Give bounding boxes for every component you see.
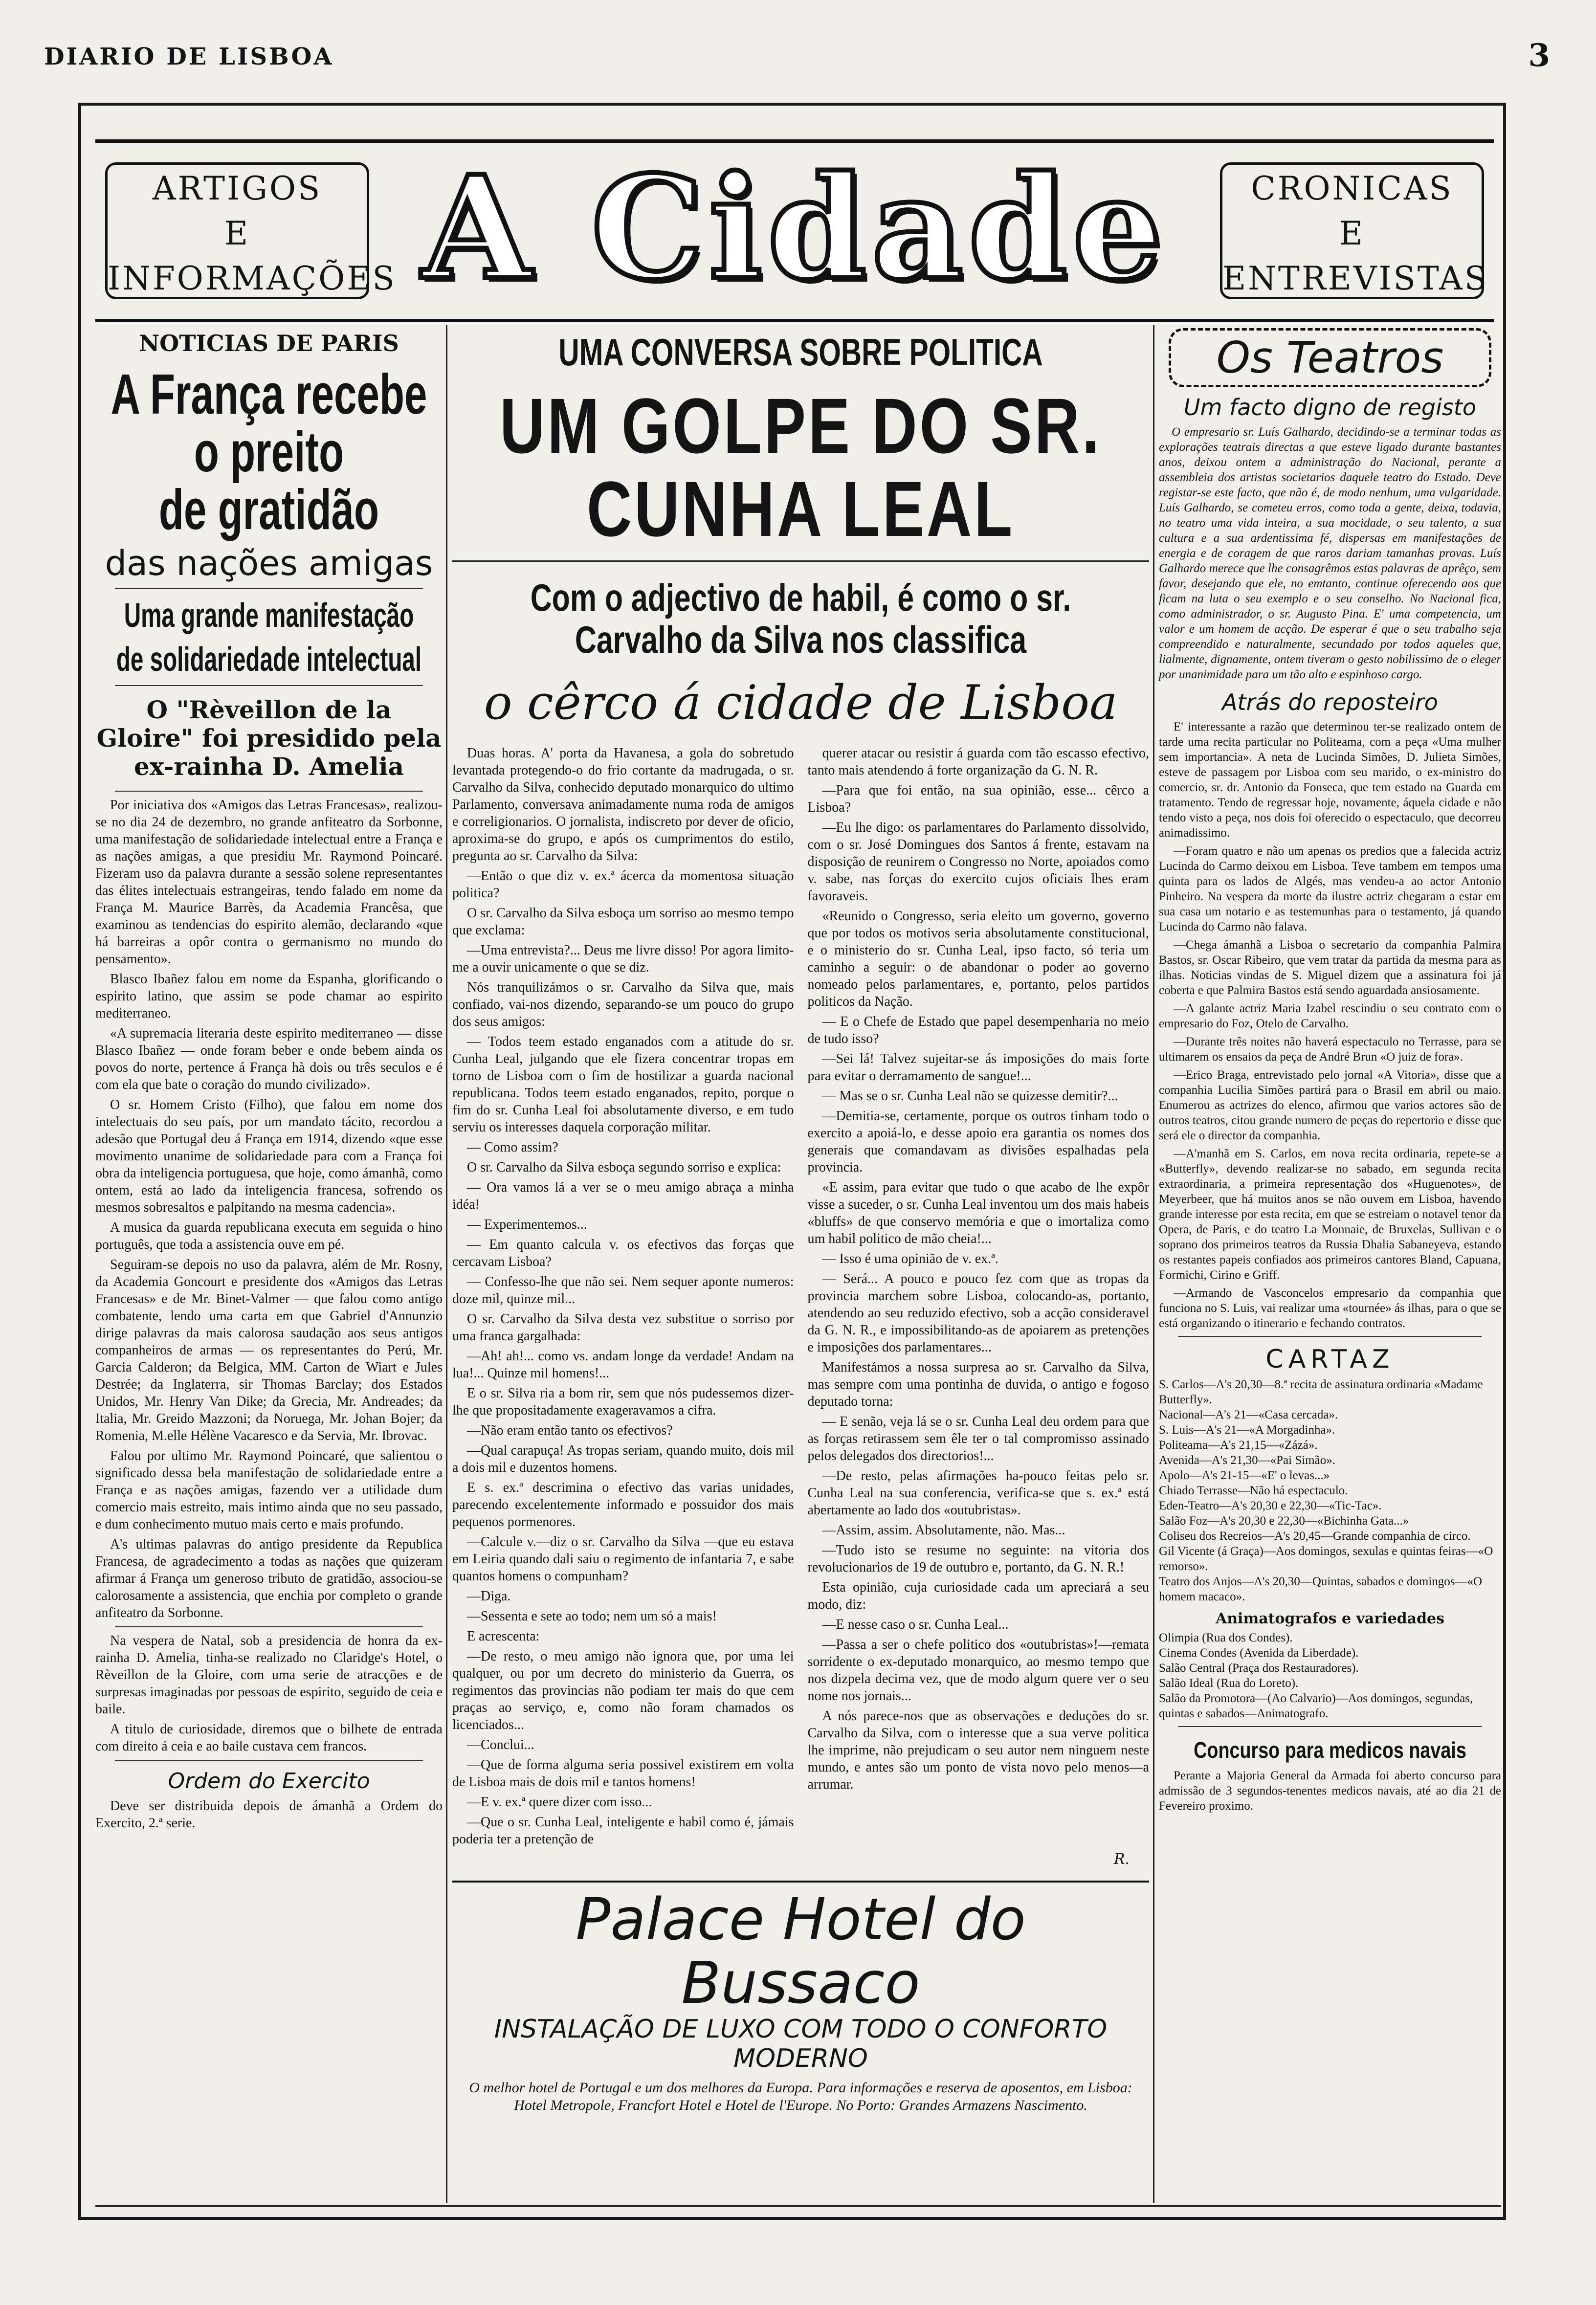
listing-item: Salão Ideal (Rua do Loreto).: [1159, 1677, 1299, 1690]
masthead-right-line: CRONICAS: [1251, 170, 1453, 207]
listing-item: Cinema Condes (Avenida da Liberdade).: [1159, 1646, 1359, 1660]
interview-paragraph: O sr. Carvalho da Silva esboça um sorriso ao mesmo tempo que exclama:: [452, 906, 794, 938]
listing-item: Politeama—A's 21,15—«Zázá».: [1159, 1439, 1318, 1452]
subheadline-italic: o cêrco á cidade de Lisboa: [484, 675, 1118, 730]
interview-paragraph: —Eu lhe digo: os parlamentares do Parlamento dissolvido, com o sr. José Domingues dos Santos á frente, estavam na disposição de reunirem o Congresso no Norte, apoiados como v. sabe, nas forças do exercito cujos oficiais lhes eram favoraveis.: [807, 820, 1149, 904]
article-paragraph: E' interessante a razão que determinou ter-se realizado ontem de tarde uma recita particular no Politeama, com a peça «Uma mulher sem importancia». A neta de Lucinda Simões, D. Julieta Simões, esteve de passagem por Lisboa com seu marido, o ex-ministro do comercio, sr. dr. Antonio da Fonseca, que tem estado na Guarda em tratamento. Tendo de regressar hoje, novamente, áquela cidade e não tendo visto a peça, nos dois foi oferecido o espectaculo, que decorreu animadissimo.: [1159, 720, 1501, 840]
interview-paragraph: —Diga.: [467, 1589, 511, 1604]
interview-paragraph: —Tudo isto se resume no seguinte: na vitoria dos revolucionarios de 19 de outubro e, portanto, da G. N. R.!: [807, 1543, 1149, 1575]
interview-left: [452, 745, 794, 1851]
listing-item: Salão da Promotora—(Ao Calvario)—Aos domingos, segundas, quintas e sabados—Animatografo.: [1159, 1692, 1473, 1720]
interview-paragraph: «E assim, para evitar que tudo o que acabo de lhe expôr visse a suceder, o sr. Cunha Leal inventou um dos mais habeis «bluffs» de que conservo memória e que o imortaliza como um habil politico de mão cheia!...: [807, 1180, 1149, 1246]
article-heading: O "Rèveillon de la Gloire" foi presidido pela ex-rainha D. Amelia: [96, 695, 442, 781]
interview-paragraph: —Qual carapuça! As tropas seriam, quando muito, dois mil a dois mil e duzentos homens.: [452, 1443, 794, 1475]
interview-paragraph: — Em quanto calcula v. os efectivos das forças que cercavam Lisboa?: [452, 1237, 794, 1269]
article-paragraph: Por iniciativa dos «Amigos das Letras Francesas», realizou-se no dia 24 de dezembro, no grande anfiteatro da Sorbonne, uma manifestação de solidariedade intelectual entre a França e as nações amigas, a que presidiu Mr. Raymond Poincaré. Fizeram uso da palavra durante a sessão solene representantes das élites intelectuais estrangeiras, tendo falado em nome da França M. Maurice Barrès, da Academia Francêsa, que examinou as tendencias do espirito alemão, declarando «que há barreiras a opôr contra o germanismo no mundo do pensamento».: [95, 798, 443, 967]
column-rule: [446, 325, 447, 2203]
interview-paragraph: Esta opinião, cuja curiosidade cada um apreciará a seu modo, diz:: [807, 1580, 1149, 1612]
interview-paragraph: O sr. Carvalho da Silva esboça segundo sorriso e explica:: [467, 1160, 781, 1175]
interview-paragraph: E s. ex.ª descrimina o efectivo das varias unidades, parecendo excelentemente informado e possuidor dos mais pequenos pormenores.: [452, 1480, 794, 1529]
interview-paragraph: —Ah! ah!... como vs. andam longe da verdade! Andam na lua!... Quinze mil homens!...: [452, 1349, 794, 1381]
interview-paragraph: — Será... A pouco e pouco fez com que as tropas da provincia marchem sobre Lisboa, colocando-as, portanto, atendendo ao seu reduzido efectivo, sob a acção consideravel da G. N. R., e impossibilitando-as de apoiarem as pretenções e imposições dos parlamentares...: [807, 1271, 1149, 1355]
column-kicker: NOTICIAS DE PARIS: [139, 330, 399, 356]
column-paris-news: [95, 325, 443, 1835]
masthead-left-line: E: [224, 215, 250, 252]
interview-paragraph: —Então o que diz v. ex.ª ácerca da momentosa situação politica?: [452, 868, 794, 901]
listing-item: Eden-Teatro—A's 20,30 e 22,30—«Tic-Tac».: [1159, 1499, 1382, 1512]
listing-item: S. Carlos—A's 20,30—8.ª recita de assinatura ordinaria «Madame Butterfly».: [1159, 1378, 1483, 1406]
interview-paragraph: — Mas se o sr. Cunha Leal não se quizesse demitir?...: [822, 1088, 1118, 1104]
interview-body: [452, 745, 1149, 1851]
ad-body: O melhor hotel de Portugal e um dos melhores da Europa. Para informações e reserva de aposentos, em Lisboa: Hotel Metropole, Francfort Hotel e Hotel de l'Europe. No Porto: Grandes Armazens Nascimento.: [469, 2080, 1132, 2113]
notice-text: Deve ser distribuida depois de ámanhã a Ordem do Exercito, 2.ª serie.: [95, 1798, 443, 1831]
hotel-advertisement: [452, 1881, 1149, 2114]
masthead-left-line: INFORMAÇÕES: [108, 260, 397, 297]
article-heading: Um facto digno de registo: [1183, 394, 1477, 421]
article-paragraph: A musica da guarda republicana executa em seguida o hino português, que toda a assistencia ouve em pé.: [95, 1220, 443, 1252]
article-paragraph: «A supremacia literaria deste espirito mediterraneo — disse Blasco Ibañez — onde foram beber e onde bebem ainda os povos do norte, pertence á França hà dois ou três seculos e é com ela que bate o coração do mundo civilizado».: [95, 1026, 443, 1092]
interview-paragraph: — Ora vamos lá a ver se o meu amigo abraça a minha idéa!: [452, 1180, 794, 1212]
article-paragraph: A's ultimas palavras do antigo presidente da Republica Francesa, de agradecimento a todas as nações que quizeram afirmar á França um generoso tributo de gratidão, associou-se calorosamente a assistencia, que enchia por completo o grande anfiteatro da Sorbonne.: [95, 1537, 443, 1620]
interview-paragraph: — Todos teem estado enganados com a atitude do sr. Cunha Leal, julgando que ele fizera concentrar tropas em torno de Lisboa com o fim de hostilizar a guarda nacional republicana. Todos teem estado enganados, repito, porque o fim do sr. Cunha Leal foi absolutamente diverso, e em tudo serviu os interesses daquela corporação militar.: [452, 1034, 794, 1135]
interview-paragraph: — E senão, veja lá se o sr. Cunha Leal deu ordem para que as forças retirassem sem êle ter o tal compromisso assinado pelos delegados dos directorios!...: [807, 1414, 1149, 1463]
listing-item: Coliseu dos Recreios—A's 20,45—Grande companhia de circo.: [1159, 1529, 1471, 1543]
article-paragraph: A titulo de curiosidade, diremos que o bilhete de entrada com direito á ceia e ao baile custava cem francos.: [95, 1722, 443, 1754]
notice-text: Perante a Majoria General da Armada foi aberto concurso para admissão de 3 segundos-tenentes medicos navais, até ao dia 21 de Fevereiro proximo.: [1159, 1769, 1501, 1813]
divider: [1178, 1726, 1482, 1727]
divider: [115, 685, 423, 686]
listing-item: Olimpia (Rua dos Condes).: [1159, 1631, 1293, 1644]
headline: UM GOLPE DO SR. CUNHA LEAL: [499, 382, 1102, 553]
interview-paragraph: —Demitia-se, certamente, porque os outros tinham todo o exercito a apoiá-lo, e desse apoio era garantia os nomes dos generais que comandavam as divisões espalhadas pela provincia.: [807, 1108, 1149, 1175]
interview-paragraph: —Uma entrevista?... Deus me livre disso! Por agora limito-me a ouvir unicamente o que se diz.: [452, 943, 794, 975]
interview-paragraph: —Passa a ser o chefe politico dos «outubristas»!—remata sorridente o ex-deputado monarquico, ao mesmo tempo que nos dizpela decima vez, que de modo algum quere ver o seu nome nos jornais...: [807, 1637, 1149, 1704]
masthead-right-line: E: [1339, 215, 1365, 252]
article-paragraph: —Durante três noites não haverá espectaculo no Terrasse, para se ultimarem os ensaios da peça de André Brun «O juiz de fora».: [1159, 1035, 1501, 1064]
interview-paragraph: — E o Chefe de Estado que papel desempenharia no meio de tudo isso?: [807, 1014, 1149, 1046]
interview-paragraph: —De resto, o meu amigo não ignora que, por uma lei qualquer, ou por um decreto do ministerio da Guerra, os regimentos das provincias não podiam ter mais do que cem praças ao serviço, e, como não foram chamados os licenciados...: [452, 1649, 794, 1732]
interview-paragraph: —Que de forma alguma seria possivel existirem em volta de Lisboa mais de dois mil e tantos homens!: [452, 1757, 794, 1790]
interview-paragraph: —Calcule v.—diz o sr. Carvalho da Silva —que eu estava em Leiria quando dali saiu o regimento de infantaria 7, e sabe quantos homens o compunham?: [452, 1534, 794, 1584]
interview-paragraph: «Reunido o Congresso, seria eleito um governo, governo que por todos os motivos seria absolutamente constitucional, e o ministerio do sr. Cunha Leal, ipso facto, só teria um caminho a seguir: o de abandonar o poder ao governo nomeado pelos parlamentares, e, portanto, pelos partidos politicos da Nação.: [807, 909, 1149, 1009]
subheadline: de solidariedade intelectual: [116, 640, 422, 678]
listing-item: Chiado Terrasse—Não há espectaculo.: [1159, 1484, 1348, 1497]
interview-paragraph: —Para que foi então, na sua opinião, esse... cêrco a Lisboa?: [807, 783, 1149, 815]
interview-paragraph: —E v. ex.ª quere dizer com isso...: [467, 1795, 652, 1810]
interview-paragraph: —Conclui...: [467, 1737, 534, 1752]
listing-item: Avenida—A's 21,30—«Pai Simão».: [1159, 1454, 1335, 1467]
interview-paragraph: Duas horas. A' porta da Havanesa, a gola do sobretudo levantada protegendo-o do frio cortante da madrugada, o sr. Carvalho da Silva, conhecido deputado monarquico do ultimo Parlamento, conversava animadamente numa roda de amigos e correligionarios. O jornalista, indiscreto por dever de oficio, aproxima-se do grupo, e após os cumprimentos do estilo, pregunta ao sr. Carvalho da Silva:: [452, 746, 794, 864]
listing-item: Salão Central (Praça dos Restauradores).: [1159, 1662, 1359, 1675]
interview-paragraph: —Sessenta e sete ao todo; nem um só a mais!: [467, 1609, 717, 1624]
listings-heading: CARTAZ: [1265, 1345, 1395, 1374]
headline: de gratidão: [158, 478, 379, 541]
article-paragraph: Seguiram-se depois no uso da palavra, além de Mr. Rosny, da Academia Goncourt e presidente dos «Amigos das Letras Francesas» e de Mr. Binet-Valmer — que falou como antigo combatente, lendo uma carta em que Gabriel d'Annunzio dirige palavras da mais calorosa saudação aos seus antigos companheiros de armas — os representantes do Perú, Mr. Garcia Calderon; da Belgica, MM. Carton de Wiart e Jules Destrée; da Inglaterra, sir Thomas Barclay; dos Estados Unidos, Mr. Henry Van Dike; da Grecia, Mr. Andreades; da Italia, Mr. Greido Mazzoni; da Noruega, Mr. Johan Bojer; da Romenia, M.elle Hélène Vacaresco e da Servia, Mr. Ibrovac.: [95, 1257, 443, 1443]
section-masthead: [95, 139, 1494, 322]
publication-name: DIARIO DE LISBOA: [44, 43, 334, 70]
section-box-title: Os Teatros: [1169, 328, 1491, 387]
page-header: [44, 37, 1552, 76]
interview-paragraph: E o sr. Silva ria a bom rir, sem que nós pudessemos dizer-lhe que propositadamente exageravamos a cifra.: [452, 1386, 794, 1418]
article-paragraph: —Erico Braga, entrevistado pelo jornal «A Vitoria», disse que a companhia Lucilia Simões partirá para o Brasil em abril ou maio. Enumerou as actrizes do elenco, afirmou que varios actores são de outros teatros, citou grande numero de peças do repertorio e disse que será ele o director da companhia.: [1159, 1068, 1501, 1142]
article-paragraph: —Chega ámanhã a Lisboa o secretario da companhia Palmira Bastos, sr. Oscar Ribeiro, que vem tratar da partida da mesma para as ilhas. Noticias vindas de S. Miguel dizem que a assinatura foi já coberta e que Palmira Bastos está sendo aguardada ansiosamente.: [1159, 938, 1501, 997]
article-paragraph: —A galante actriz Maria Izabel rescindiu o seu contrato com o empresario do Foz, Otelo de Carvalho.: [1159, 1002, 1501, 1030]
theatre-listings: [1159, 1377, 1501, 1604]
interview-paragraph: —De resto, pelas afirmações ha-pouco feitas pelo sr. Cunha Leal na sua conferencia, verifica-se que s. ex.ª está abertamente ao lado dos «outubristas».: [807, 1468, 1149, 1518]
notice-heading: Concurso para medicos navais: [1194, 1737, 1466, 1763]
interview-paragraph: —Sei lá! Talvez sujeitar-se ás imposições do mais forte para evitar o derramamento de sangue!...: [807, 1051, 1149, 1084]
divider: [1178, 1336, 1482, 1337]
interview-paragraph: — Experimentemos...: [467, 1217, 587, 1232]
interview-paragraph: — Isso é uma opinião de v. ex.ª.: [822, 1251, 998, 1266]
interview-paragraph: — Confesso-lhe que não sei. Nem sequer aponte numeros: doze mil, quinze mil...: [452, 1274, 794, 1307]
divider: [115, 1760, 423, 1761]
divider: [115, 1626, 423, 1627]
article-heading: Atrás do reposteiro: [1222, 689, 1438, 715]
article-paragraph: —A'manhã em S. Carlos, em nova recita ordinaria, repete-se a «Butterfly», devendo realizar-se no sabado, em segunda recita extraordinaria, a primeira representação dos «Huguenotes», de Meyerbeer, que há muitos anos se não ouvem em Lisboa, havendo grande interesse por esta recita, em que se estreiam o notavel tenor da Opera, de Paris, e do teatro La Monnaie, de Bruxelas, Sullivan e o soprano dos primeiros teatros da Russia Dhalia Sabaneyeva, estando os restantes papeis confiados aos primeiros cantores Bland, Capuana, Formichi, Cirino e Griff.: [1159, 1147, 1501, 1282]
interview-paragraph: —E nesse caso o sr. Cunha Leal...: [822, 1617, 1009, 1632]
headline-sub: das nações amigas: [105, 543, 433, 583]
listing-item: S. Luis—A's 21—«A Morgadinha».: [1159, 1423, 1335, 1437]
article-signature: R.: [1113, 1851, 1130, 1868]
interview-paragraph: Nós tranquilizámos o sr. Carvalho da Silva que, mais confiado, vai-nos dizendo, separando-se um pouco do grupo dos seus amigos:: [452, 980, 794, 1029]
interview-right: [808, 745, 1150, 1851]
ad-title: Palace Hotel do Bussaco: [576, 1885, 1026, 2017]
cinema-listings: [1159, 1630, 1501, 1721]
article-paragraph: —Foram quatro e não um apenas os predios que a falecida actriz Lucinda do Carmo deixou em Lisboa. Teve tambem em tempos uma quinta para os lados de Algés, mas vendeu-a ao actor Antonio Pinheiro. Na vespera da morte da ilustre actriz chegaram a estar em sua casa um notario e as testemunhas para o testamento, já quando Lucinda do Carmo não falava.: [1159, 844, 1501, 933]
listing-item: Nacional—A's 21—«Casa cercada».: [1159, 1408, 1338, 1421]
ad-subtitle: INSTALAÇÃO DE LUXO COM TODO O CONFORTO MODERNO: [494, 2015, 1108, 2073]
subheadline: Com o adjectivo de habil, é como o sr. Carvalho da Silva nos classifica: [530, 576, 1071, 661]
article-paragraph: O empresario sr. Luís Galhardo, decidindo-se a terminar todas as explorações teatrais directas a que esteve ligado durante bastantes anos, deixou ontem a administração do Nacional, perante a assembleia dos artistas societarios daquele teatro do Estado. Deve registar-se este facto, que não é, de modo nenhum, uma vulgaridade. Luís Galhardo, se cometeu erros, como toda a gente, deixa, todavia, no teatro uma vida inteira, a sua mocidade, o seu talento, a sua cultura e a sua ardentissima fé, dispersas em manifestações de energia e de coragem de que raros dariam tamanhas provas. Luís Galhardo merece que lhe consagrêmos estas palavras de aprêço, sem favor, desejando que ele, no emtanto, continue oferecendo aos que ficam na luta o seu exemplo e o seu conselho. No Nacional fica, como administrador, o sr. Augusto Pina. E' uma competencia, um valor e um homem de acção. De esperar é que o seu trabalho seja compreendido e naturalmente, secundado por todos aqueles que, lialmente, dignamente, ontem tiveram o gesto nobilissimo de o eleger por unanimidade para um tão alto e espinhoso cargo.: [1159, 425, 1501, 681]
divider: [115, 791, 423, 792]
listing-item: Teatro dos Anjos—A's 20,30—Quintas, sabados e domingos—«O homem macaco».: [1159, 1575, 1483, 1603]
divider: [452, 560, 1149, 562]
section-title: A Cidade: [421, 145, 1168, 311]
article-paragraph: Falou por ultimo Mr. Raymond Poincaré, que salientou o significado dessa bela manifestação de solidariedade entre a França e as nações amigas, fazendo ver a utilidade dum comercio mais estreito, mais intimo ainda que no seu passado, e dum conhecimento mutuo mais certo e mais profundo.: [95, 1448, 443, 1532]
interview-paragraph: querer atacar ou resistir á guarda com tão escasso efectivo, tanto mais atendendo á forte organização da G. N. R.: [807, 746, 1149, 778]
headline: A França recebe o preito: [111, 362, 427, 484]
interview-paragraph: —Que o sr. Cunha Leal, inteligente e habil como é, jámais poderia ter a pretenção de: [452, 1815, 794, 1847]
page-number: 3: [1528, 37, 1552, 74]
listings-subheading: Animatografos e variedades: [1215, 1610, 1445, 1627]
masthead-left-line: ARTIGOS: [152, 170, 322, 207]
listing-item: Gil Vicente (á Graça)—Aos domingos, sexulas e quintas feiras—«O remorso».: [1159, 1545, 1493, 1573]
column-rule: [1153, 325, 1154, 2203]
interview-paragraph: Manifestámos a nossa surpresa ao sr. Carvalho da Silva, mas sempre com uma pontinha de duvida, o antigo e fogoso deputado torna:: [807, 1360, 1149, 1409]
interview-paragraph: —Não eram então tanto os efectivos?: [467, 1423, 673, 1438]
interview-paragraph: A nós parece-nos que as observações e deduções do sr. Carvalho da Silva, com o interesse que a sua verve politica lhe imprime, não prejudicam o seu autor nem ninguem neste mundo, e antes são um ponto de vista novo pelo menos—a arrumar.: [807, 1708, 1149, 1792]
bottom-rule: [95, 2205, 1501, 2207]
column-theatres: [1159, 325, 1501, 1817]
masthead-right-line: ENTREVISTAS: [1222, 260, 1489, 297]
column-politics: [452, 325, 1149, 2114]
interview-paragraph: E acrescenta:: [467, 1629, 540, 1644]
article-paragraph: O sr. Homem Cristo (Filho), que falou em nome dos intelectuais do seu país, por um mandato tácito, recordou a adesão que Portugal deu á França em 1914, dizendo «que esse movimento unanime de solidariedade para com a França foi obra da inteligencia portuguesa, que hoje, como ámanhã, como ontem, está ao lado da inteligencia francesa, sofrendo os mesmos sobresaltos e palpitando na mesma cadencia».: [95, 1097, 443, 1215]
article-paragraph: Blasco Ibañez falou em nome da Espanha, glorificando o espirito latino, que assim se pode chamar ao espirito mediterraneo.: [95, 972, 443, 1021]
column-kicker: UMA CONVERSA SOBRE POLITICA: [558, 331, 1043, 374]
listing-item: Salão Foz—A's 20,30 e 22,30—«Bichinha Gata...»: [1159, 1514, 1409, 1528]
listing-item: Apolo—A's 21-15—«E' o levas...»: [1159, 1469, 1330, 1482]
interview-paragraph: O sr. Carvalho da Silva desta vez substitue o sorriso por uma franca gargalhada:: [452, 1311, 794, 1344]
divider: [115, 588, 423, 589]
masthead-right-box: [1220, 162, 1489, 299]
article-paragraph: —Armando de Vasconcelos empresario da companhia que funciona no S. Luis, vai realizar uma «tournée» ás ilhas, para o que se está organizando o itinerario e fechando contratos.: [1159, 1286, 1501, 1330]
subheadline: Uma grande manifestação: [124, 596, 414, 634]
masthead-left-box: [105, 162, 397, 299]
article-paragraph: Na vespera de Natal, sob a presidencia de honra da ex-rainha D. Amelia, tinha-se realizado no Claridge's Hotel, o Rèveillon de la Gloire, com uma serie de atracções e de surpresas imaginadas por pessoas de espirito, seguido de ceia e baile.: [95, 1633, 443, 1717]
notice-heading: Ordem do Exercito: [168, 1769, 370, 1794]
interview-paragraph: — Como assim?: [467, 1140, 558, 1155]
interview-paragraph: —Assim, assim. Absolutamente, não. Mas...: [822, 1523, 1065, 1538]
